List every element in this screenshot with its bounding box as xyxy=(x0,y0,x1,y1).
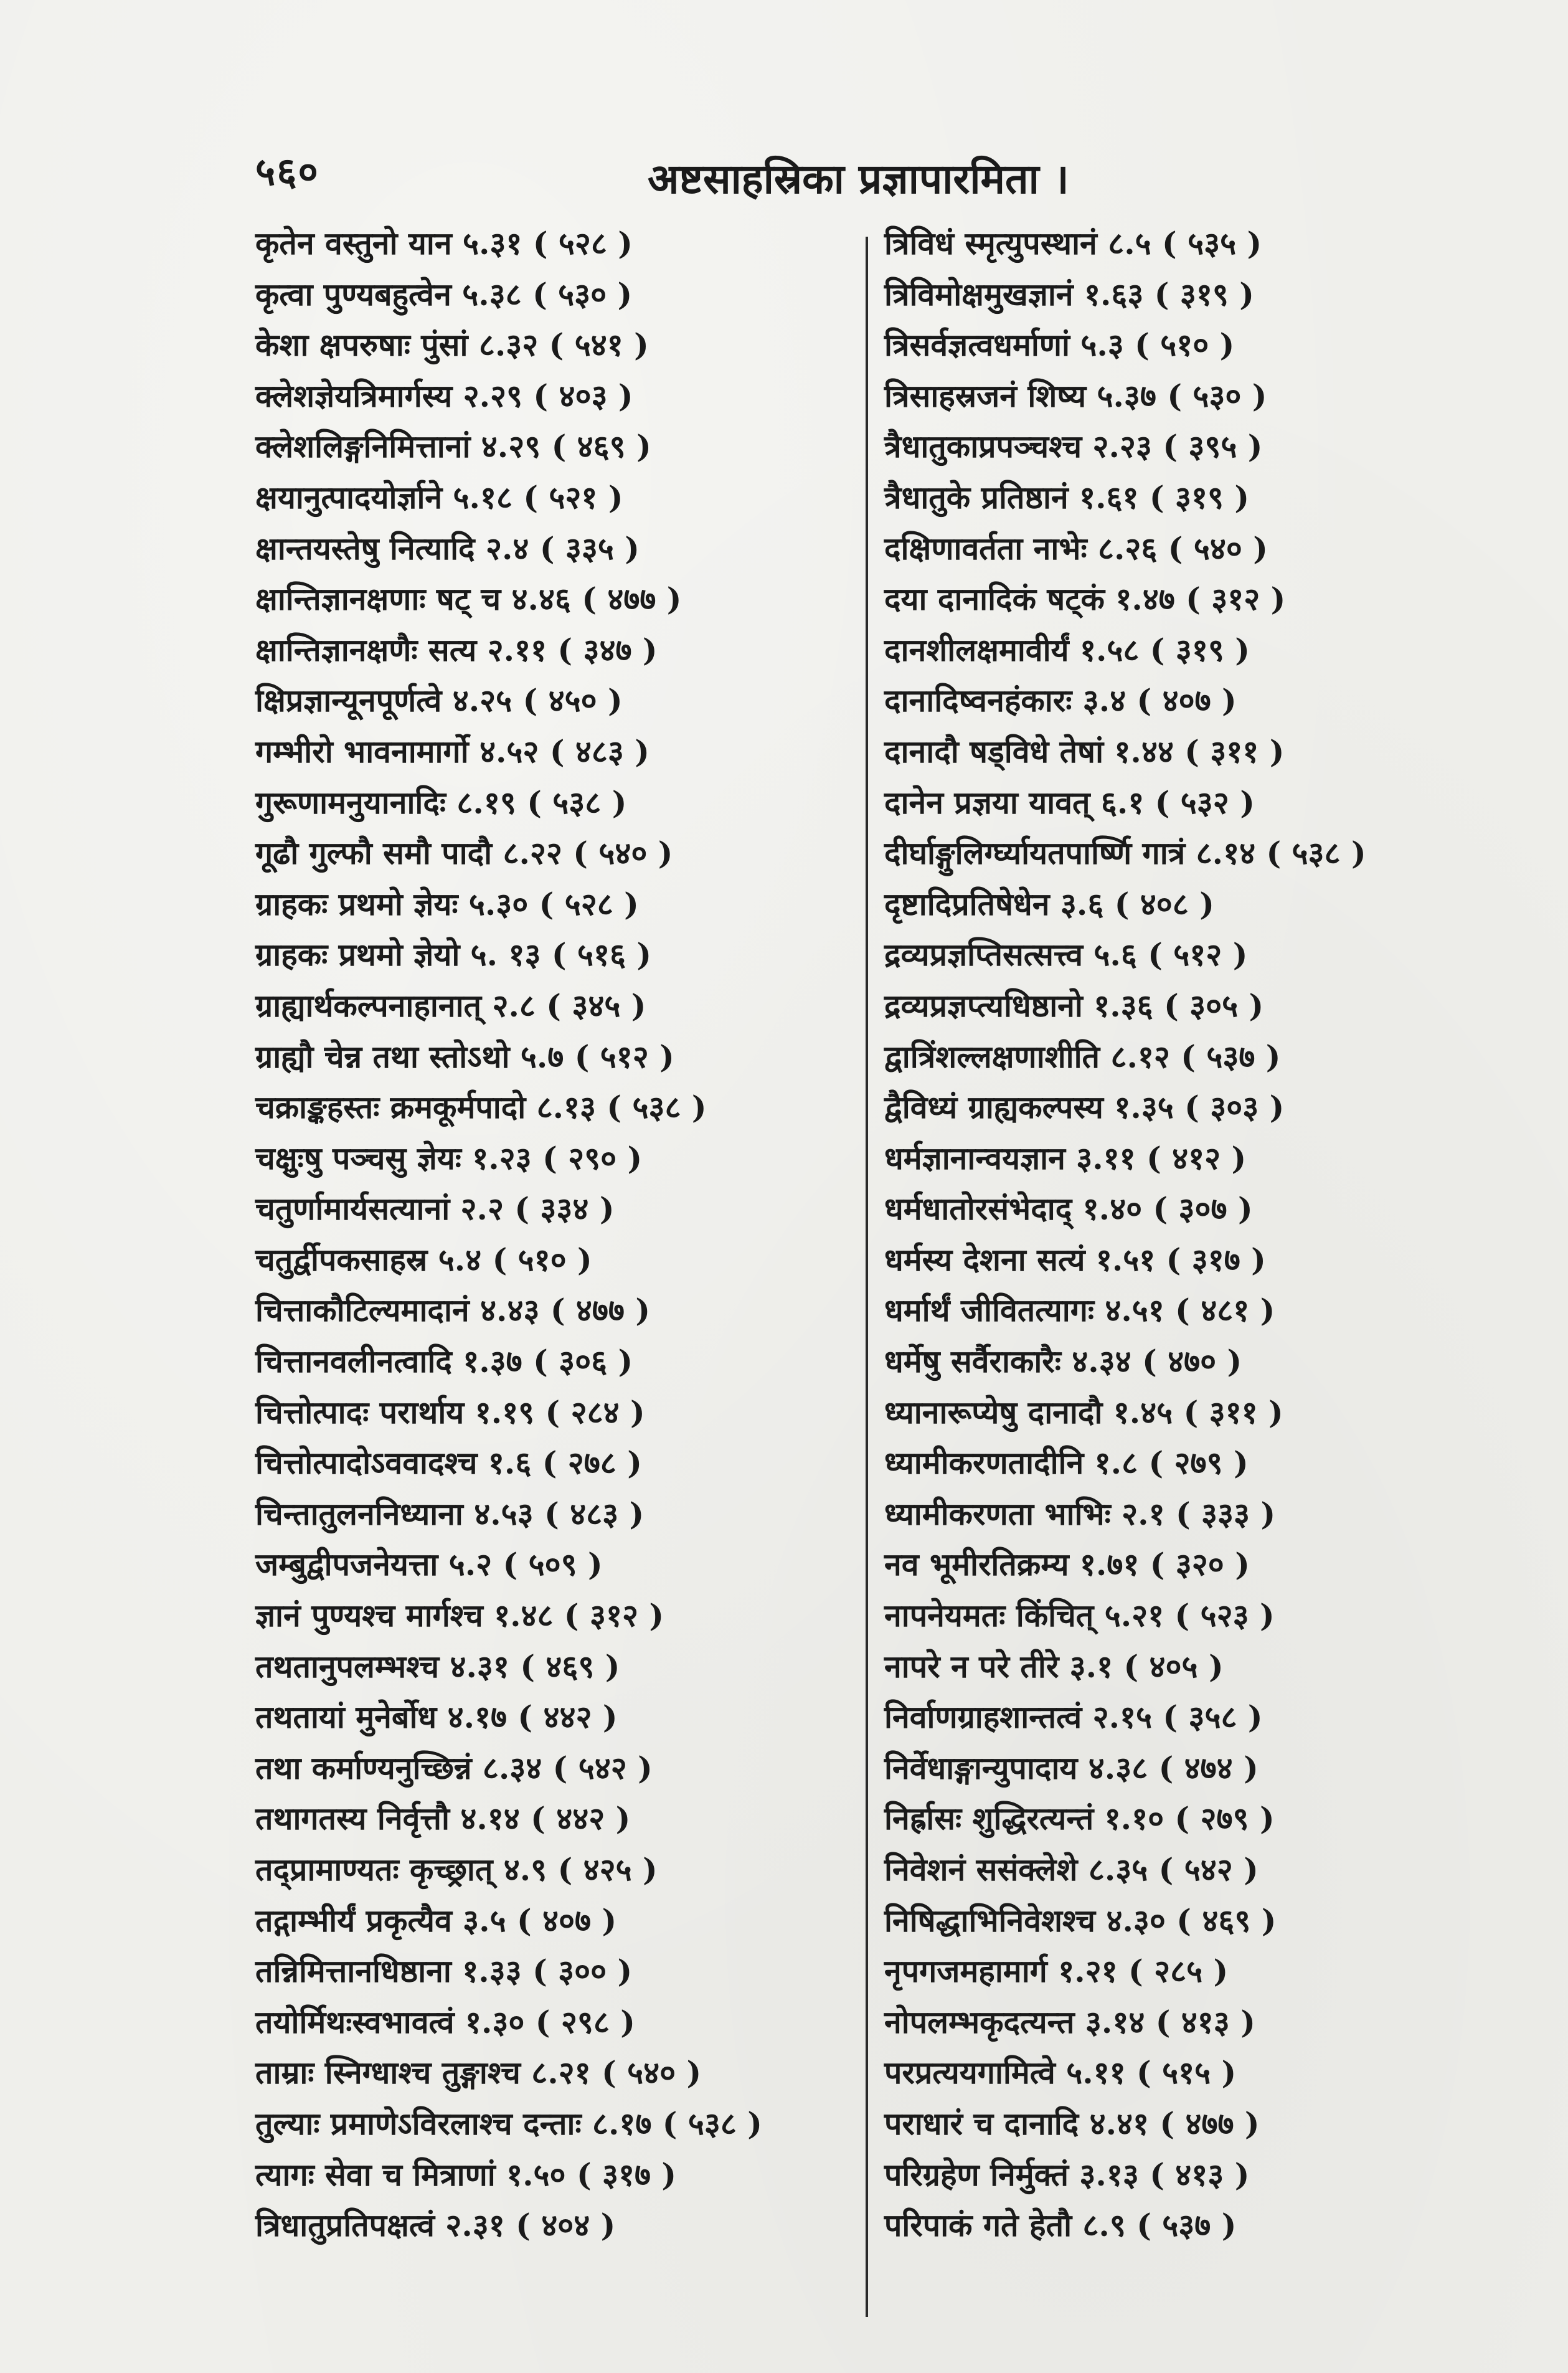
index-entry: निर्वेधाङ्गान्युपादाय ४.३८ ( ४७४ ) xyxy=(884,1749,1259,1786)
index-entry: दानशीलक्षमावीर्यं १.५८ ( ३१९ ) xyxy=(884,631,1250,668)
index-entry: निवेशनं ससंक्लेशे ८.३५ ( ५४२ ) xyxy=(884,1851,1259,1888)
index-entry: ज्ञानं पुण्यश्च मार्गश्च १.४८ ( ३१२ ) xyxy=(255,1597,664,1634)
index-entry: परप्रत्ययगामित्वे ५.११ ( ५१५ ) xyxy=(884,2054,1237,2091)
index-entry: जम्बुद्वीपजनेयत्ता ५.२ ( ५०९ ) xyxy=(255,1546,603,1583)
index-entry: क्षान्तयस्तेषु नित्यादि २.४ ( ३३५ ) xyxy=(255,529,640,567)
index-entry: त्रैधातुकाप्रपञ्चश्च २.२३ ( ३९५ ) xyxy=(884,428,1263,465)
index-entry: धर्मधातोरसंभेदाद् १.४० ( ३०७ ) xyxy=(884,1190,1253,1228)
index-entry: तद्प्रामाण्यतः कृच्छ्रात् ४.९ ( ४२५ ) xyxy=(255,1851,658,1888)
index-entry: परिपाकं गते हेतौ ८.९ ( ५३७ ) xyxy=(884,2207,1237,2244)
index-entry: चतुर्द्वीपकसाहस्र ५.४ ( ५१० ) xyxy=(255,1241,592,1278)
index-entry: नृपगजमहामार्ग १.२१ ( २८५ ) xyxy=(884,1953,1229,1990)
index-entry: त्रिविधं स्मृत्युपस्थानं ८.५ ( ५३५ ) xyxy=(884,225,1262,262)
index-entry: क्लेशलिङ्गनिमित्तानां ४.२९ ( ४६९ ) xyxy=(255,428,651,465)
index-entry: नापनेयमतः किंचित् ५.२१ ( ५२३ ) xyxy=(884,1597,1275,1634)
index-entry: दानादौ षड्विधे तेषां १.४४ ( ३११ ) xyxy=(884,732,1285,770)
index-entry: धर्मार्थं जीवितत्यागः ४.५१ ( ४८१ ) xyxy=(884,1292,1275,1329)
column-divider xyxy=(866,237,868,2317)
index-entry: तथा कर्माण्यनुच्छिन्नं ८.३४ ( ५४२ ) xyxy=(255,1749,653,1786)
index-entry: धर्मज्ञानान्वयज्ञान ३.११ ( ४१२ ) xyxy=(884,1139,1247,1177)
index-entry: क्षान्तिज्ञानक्षणैः सत्य २.११ ( ३४७ ) xyxy=(255,631,658,668)
index-entry: दानेन प्रज्ञया यावत् ६.१ ( ५३२ ) xyxy=(884,784,1255,821)
index-entry: कृत्वा पुण्यबहुत्वेन ५.३८ ( ५३० ) xyxy=(255,275,633,313)
index-entry: गूढौ गुल्फौ समौ पादौ ८.२२ ( ५४० ) xyxy=(255,835,673,872)
index-entry: चित्तोत्पादः परार्थाय १.१९ ( २८४ ) xyxy=(255,1393,645,1431)
page-title: अष्टसाहस्रिका प्रज्ञापारमिता । xyxy=(648,154,1069,203)
index-entry: चक्षुःषु पञ्चसु ज्ञेयः १.२३ ( २९० ) xyxy=(255,1139,643,1177)
index-entry: धर्मेषु सर्वैराकारैः ४.३४ ( ४७० ) xyxy=(884,1343,1242,1380)
index-entry: दीर्घाङ्गुलिर्ग्घ्यायतपार्ष्णि गात्रं ८.१४ ( ५३८ ) xyxy=(884,835,1366,872)
index-entry: त्रिसर्वज्ञत्वधर्माणां ५.३ ( ५१० ) xyxy=(884,326,1235,364)
index-entry: चित्तोत्पादोऽववादश्च १.६ ( २७८ ) xyxy=(255,1444,642,1482)
index-entry: निषिद्धाभिनिवेशश्च ४.३० ( ४६९ ) xyxy=(884,1902,1277,1939)
index-entry: तन्निमित्तानधिष्ठाना १.३३ ( ३०० ) xyxy=(255,1953,633,1990)
index-entry: कृतेन वस्तुनो यान ५.३१ ( ५२८ ) xyxy=(255,225,633,262)
index-entry: ग्राह्यौ चेन्न तथा स्तोऽथो ५.७ ( ५१२ ) xyxy=(255,1038,674,1075)
page-number: ५६० xyxy=(255,149,319,194)
index-entry: क्षिप्रज्ञान्यूनपूर्णत्वे ४.२५ ( ४५० ) xyxy=(255,682,623,719)
index-entry: दानादिष्वनहंकारः ३.४ ( ४०७ ) xyxy=(884,682,1237,719)
index-entry: गम्भीरो भावनामार्गो ४.५२ ( ४८३ ) xyxy=(255,732,649,770)
index-entry: ध्यामीकरणतादीनि १.८ ( २७९ ) xyxy=(884,1444,1249,1482)
index-entry: द्वात्रिंशल्लक्षणाशीति ८.१२ ( ५३७ ) xyxy=(884,1038,1281,1075)
index-entry: चक्राङ्कहस्तः क्रमकूर्मपादो ८.१३ ( ५३८ ) xyxy=(255,1089,707,1126)
index-entry: ग्राह्यार्थकल्पनाहानात् २.८ ( ३४५ ) xyxy=(255,987,646,1024)
index-entry: चतुर्णामार्यसत्यानां २.२ ( ३३४ ) xyxy=(255,1190,615,1228)
index-entry: ग्राहकः प्रथमो ज्ञेयः ५.३० ( ५२८ ) xyxy=(255,885,639,922)
index-entry: धर्मस्य देशना सत्यं १.५१ ( ३१७ ) xyxy=(884,1241,1266,1278)
index-entry: निर्ह्रासः शुद्धिरत्यन्तं १.१० ( २७९ ) xyxy=(884,1800,1275,1837)
index-entry: नोपलम्भकृदत्यन्त ३.१४ ( ४१३ ) xyxy=(884,2003,1255,2040)
index-entry: तद्गाम्भीर्यं प्रकृत्यैव ३.५ ( ४०७ ) xyxy=(255,1902,617,1939)
index-entry: तथागतस्य निर्वृत्तौ ४.१४ ( ४४२ ) xyxy=(255,1800,631,1837)
index-entry: ध्यानारूप्येषु दानादौ १.४५ ( ३११ ) xyxy=(884,1393,1283,1431)
index-column-left xyxy=(255,218,841,2251)
index-entry: तथतायां मुनेर्बोध ४.१७ ( ४४२ ) xyxy=(255,1698,618,1736)
index-entry: त्रिविमोक्षमुखज्ञानं १.६३ ( ३१९ ) xyxy=(884,275,1254,313)
index-entry: तयोर्मिथःस्वभावत्वं १.३० ( २९८ ) xyxy=(255,2003,635,2040)
index-column-right xyxy=(884,218,1544,2251)
index-entry: तुल्याः प्रमाणेऽविरलाश्च दन्ताः ८.१७ ( ५३८ ) xyxy=(255,2105,762,2142)
index-entry: ध्यामीकरणता भाभिः २.१ ( ३३३ ) xyxy=(884,1495,1276,1532)
index-entry: तथतानुपलम्भश्च ४.३१ ( ४६९ ) xyxy=(255,1647,620,1685)
index-entry: त्रैधातुके प्रतिष्ठानं १.६१ ( ३१९ ) xyxy=(884,478,1250,516)
index-entry: निर्वाणग्राहशान्तत्वं २.१५ ( ३५८ ) xyxy=(884,1698,1263,1736)
index-entry: क्लेशज्ञेयत्रिमार्गस्य २.२९ ( ४०३ ) xyxy=(255,377,633,414)
index-entry: नापरे न परे तीरे ३.१ ( ४०५ ) xyxy=(884,1647,1224,1685)
index-entry: त्रिधातुप्रतिपक्षत्वं २.३१ ( ४०४ ) xyxy=(255,2207,616,2244)
index-entry: दृष्टादिप्रतिषेधेन ३.६ ( ४०८ ) xyxy=(884,885,1214,922)
index-entry: परिग्रहेण निर्मुक्तं ३.१३ ( ४१३ ) xyxy=(884,2156,1250,2193)
index-entry: क्षान्तिज्ञानक्षणाः षट् च ४.४६ ( ४७७ ) xyxy=(255,580,682,618)
index-entry: चिन्तातुलननिध्याना ४.५३ ( ४८३ ) xyxy=(255,1495,645,1532)
index-entry: दया दानादिकं षट्कं १.४७ ( ३१२ ) xyxy=(884,580,1286,618)
index-entry: ताम्राः स्निग्धाश्च तुङ्गाश्च ८.२१ ( ५४० ) xyxy=(255,2054,702,2091)
index-entry: द्रव्यप्रज्ञप्त्यधिष्ठानो १.३६ ( ३०५ ) xyxy=(884,987,1264,1024)
index-entry: नव भूमीरतिक्रम्य १.७१ ( ३२० ) xyxy=(884,1546,1250,1583)
index-entry: द्रव्यप्रज्ञप्तिसत्सत्त्व ५.६ ( ५१२ ) xyxy=(884,936,1248,973)
index-entry: चित्तानवलीनत्वादि १.३७ ( ३०६ ) xyxy=(255,1343,633,1380)
index-entry: पराधारं च दानादि ४.४१ ( ४७७ ) xyxy=(884,2105,1260,2142)
index-entry: केशा क्षपरुषाः पुंसां ८.३२ ( ५४१ ) xyxy=(255,326,649,364)
index-entry: द्वैविध्यं ग्राह्यकल्पस्य १.३५ ( ३०३ ) xyxy=(884,1089,1285,1126)
index-entry: ग्राहकः प्रथमो ज्ञेयो ५. १३ ( ५१६ ) xyxy=(255,936,652,973)
index-entry: क्षयानुत्पादयोर्ज्ञाने ५.१८ ( ५२१ ) xyxy=(255,478,623,516)
index-entry: त्रिसाहस्रजनं शिष्य ५.३७ ( ५३० ) xyxy=(884,377,1267,414)
index-entry: गुरूणामनुयानादिः ८.१९ ( ५३८ ) xyxy=(255,784,627,821)
index-entry: चित्ताकौटिल्यमादानं ४.४३ ( ४७७ ) xyxy=(255,1292,650,1329)
index-entry: दक्षिणावर्तता नाभेः ८.२६ ( ५४० ) xyxy=(884,529,1268,567)
index-entry: त्यागः सेवा च मित्राणां १.५० ( ३१७ ) xyxy=(255,2156,677,2193)
